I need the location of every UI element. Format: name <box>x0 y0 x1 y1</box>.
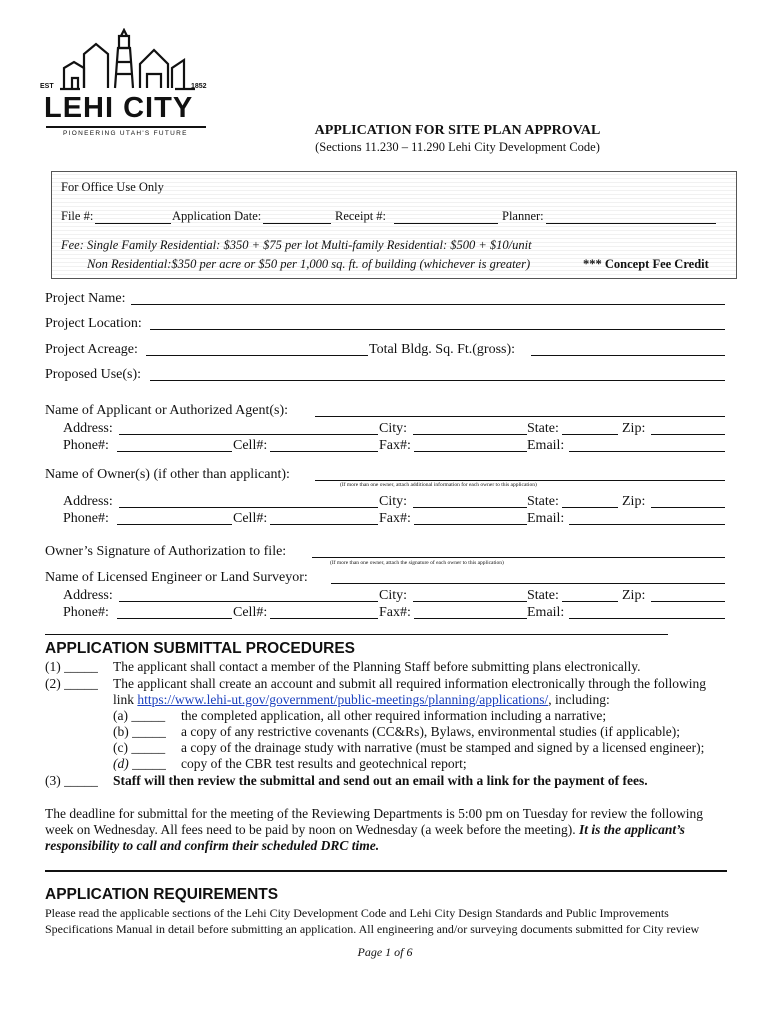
deadline-emphasis: It is the applicant’s <box>579 822 685 837</box>
procedure-2c-text: a copy of the drainage study with narrative (must be stamped and signed by a licensed engineer); <box>181 740 705 755</box>
engineer-phone-label: Phone#: <box>63 605 109 620</box>
applicant-email-label: Email: <box>527 438 565 453</box>
requirements-heading: APPLICATION REQUIREMENTS <box>45 886 279 903</box>
city-skyline-icon <box>60 28 195 92</box>
owner-zip-input[interactable] <box>651 507 725 508</box>
planner-label: Planner: <box>502 209 544 223</box>
owner-cell-input[interactable] <box>270 524 378 525</box>
applicant-phone-input[interactable] <box>117 451 232 452</box>
engineer-cell-label: Cell#: <box>233 605 268 620</box>
applicant-email-input[interactable] <box>569 451 725 452</box>
fee-schedule-line2: Non Residential:$350 per acre or $50 per 1,000 sq. ft. of building (whichever is greater) <box>87 257 531 271</box>
procedure-2-link-suffix: , including: <box>548 692 610 707</box>
requirements-line-2: Specifications Manual in detail before submitting an application. All engineering and/or surveying documents submitted for City review <box>45 922 700 936</box>
owner-state-input[interactable] <box>562 507 618 508</box>
applicant-address-input[interactable] <box>119 434 378 435</box>
applicant-cell-input[interactable] <box>270 451 378 452</box>
file-number-label: File #: <box>61 209 94 223</box>
owner-state-label: State: <box>527 494 559 509</box>
office-use-box <box>51 171 737 279</box>
owner-phone-input[interactable] <box>117 524 232 525</box>
project-acreage-input[interactable] <box>146 355 368 356</box>
fee-schedule-line1: Fee: Single Family Residential: $350 + $75 per lot Multi-family Residential: $500 + $10/unit <box>61 238 532 252</box>
signature-note: (If more than one owner, attach the signature of each owner to this application) <box>330 560 504 566</box>
procedure-2b-text: a copy of any restrictive covenants (CC&Rs), Bylaws, environmental studies (if applicable); <box>181 724 680 739</box>
engineer-city-input[interactable] <box>413 601 527 602</box>
concept-fee-credit: *** Concept Fee Credit <box>583 257 709 271</box>
engineer-email-input[interactable] <box>569 618 725 619</box>
applicant-label: Name of Applicant or Authorized Agent(s): <box>45 403 288 418</box>
page-title: APPLICATION FOR SITE PLAN APPROVAL <box>314 123 601 138</box>
owner-email-input[interactable] <box>569 524 725 525</box>
procedure-1-text: The applicant shall contact a member of the Planning Staff before submitting plans electronically. <box>113 659 641 674</box>
deadline-line-2 <box>45 822 685 839</box>
procedure-2-text-a: The applicant shall create an account and submit all required information electronically through the following <box>113 676 707 691</box>
project-name-label: Project Name: <box>45 291 126 306</box>
procedure-2a-text: the completed application, all other required information including a narrative; <box>181 708 607 723</box>
engineer-city-label: City: <box>379 588 408 603</box>
owner-fax-input[interactable] <box>414 524 527 525</box>
procedure-3-text: Staff will then review the submittal and send out an email with a link for the payment of fees. <box>113 773 648 788</box>
page-number: Page 1 of 6 <box>357 945 413 959</box>
application-date-label: Application Date: <box>172 209 262 223</box>
owner-address-input[interactable] <box>119 507 378 508</box>
procedure-2-number: (2) _____ <box>45 676 98 691</box>
engineer-state-input[interactable] <box>562 601 618 602</box>
proposed-use-label: Proposed Use(s): <box>45 367 142 382</box>
procedure-2d-number: (d) _____ <box>113 756 166 771</box>
requirements-divider <box>45 870 727 872</box>
requirements-line-1: Please read the applicable sections of the Lehi City Development Code and Lehi City Design Standards and Public Improvements <box>45 906 669 920</box>
proposed-use-input[interactable] <box>150 380 725 381</box>
applications-link[interactable]: https://www.lehi-ut.gov/government/public-meetings/planning/applications/ <box>137 692 549 707</box>
applicant-zip-input[interactable] <box>651 434 725 435</box>
procedure-2a-number: (a) _____ <box>113 708 166 723</box>
project-location-input[interactable] <box>150 329 725 330</box>
project-name-input[interactable] <box>131 304 725 305</box>
logo-est: EST <box>40 83 54 90</box>
engineer-cell-input[interactable] <box>270 618 378 619</box>
procedure-2b-number: (b) _____ <box>113 724 166 739</box>
applicant-fax-label: Fax#: <box>379 438 411 453</box>
engineer-fax-input[interactable] <box>414 618 527 619</box>
project-acreage-label: Project Acreage: <box>45 342 138 357</box>
total-sqft-input[interactable] <box>531 355 725 356</box>
logo-year: 1852 <box>191 83 207 90</box>
section-divider <box>45 634 668 635</box>
applicant-zip-label: Zip: <box>622 421 646 436</box>
applicant-cell-label: Cell#: <box>233 438 268 453</box>
engineer-zip-input[interactable] <box>651 601 725 602</box>
receipt-number-label: Receipt #: <box>335 209 387 223</box>
applicant-state-label: State: <box>527 421 559 436</box>
applicant-fax-input[interactable] <box>414 451 527 452</box>
owner-phone-label: Phone#: <box>63 511 109 526</box>
procedure-2-text-b <box>113 692 610 708</box>
engineer-email-label: Email: <box>527 605 565 620</box>
office-use-heading: For Office Use Only <box>61 180 164 194</box>
owner-zip-label: Zip: <box>622 494 646 509</box>
engineer-phone-input[interactable] <box>117 618 232 619</box>
applicant-input[interactable] <box>315 416 725 417</box>
procedure-1-number: (1) _____ <box>45 659 98 674</box>
owner-email-label: Email: <box>527 511 565 526</box>
applicant-address-label: Address: <box>63 421 113 436</box>
engineer-fax-label: Fax#: <box>379 605 411 620</box>
owner-address-label: Address: <box>63 494 113 509</box>
owner-label: Name of Owner(s) (if other than applicant): <box>45 467 290 482</box>
total-sqft-label: Total Bldg. Sq. Ft.(gross): <box>369 342 516 357</box>
engineer-input[interactable] <box>331 583 725 584</box>
deadline-line-3: responsibility to call and confirm their scheduled DRC time. <box>45 838 380 853</box>
page-subtitle: (Sections 11.230 – 11.290 Lehi City Development Code) <box>315 140 600 154</box>
engineer-address-input[interactable] <box>119 601 378 602</box>
owner-input[interactable] <box>315 480 725 481</box>
owner-city-input[interactable] <box>413 507 527 508</box>
procedure-2d-text: copy of the CBR test results and geotechnical report; <box>181 756 467 771</box>
deadline-text: week on Wednesday. All fees need to be paid by noon on Wednesday (a week before the meeting). <box>45 822 580 837</box>
engineer-state-label: State: <box>527 588 559 603</box>
owner-cell-label: Cell#: <box>233 511 268 526</box>
engineer-zip-label: Zip: <box>622 588 646 603</box>
engineer-label: Name of Licensed Engineer or Land Surveyor: <box>45 570 308 585</box>
owner-note: (If more than one owner, attach additional information for each owner to this application) <box>340 482 537 488</box>
logo-tagline: PIONEERING UTAH'S FUTURE <box>63 130 188 137</box>
applicant-city-label: City: <box>379 421 408 436</box>
signature-label: Owner’s Signature of Authorization to file: <box>45 544 287 559</box>
applicant-city-input[interactable] <box>413 434 527 435</box>
procedures-heading: APPLICATION SUBMITTAL PROCEDURES <box>45 640 356 657</box>
applicant-phone-label: Phone#: <box>63 438 109 453</box>
owner-city-label: City: <box>379 494 408 509</box>
procedure-3-number: (3) _____ <box>45 773 98 788</box>
project-location-label: Project Location: <box>45 316 142 331</box>
engineer-address-label: Address: <box>63 588 113 603</box>
logo-city-name: LEHI CITY <box>44 92 194 124</box>
procedure-2c-number: (c) _____ <box>113 740 166 755</box>
owner-fax-label: Fax#: <box>379 511 411 526</box>
signature-input[interactable] <box>312 557 725 558</box>
applicant-state-input[interactable] <box>562 434 618 435</box>
deadline-line-1: The deadline for submittal for the meeting of the Reviewing Departments is 5:00 pm on Tuesday for review the following <box>45 806 703 821</box>
procedure-2-link-prefix: link <box>113 692 138 707</box>
